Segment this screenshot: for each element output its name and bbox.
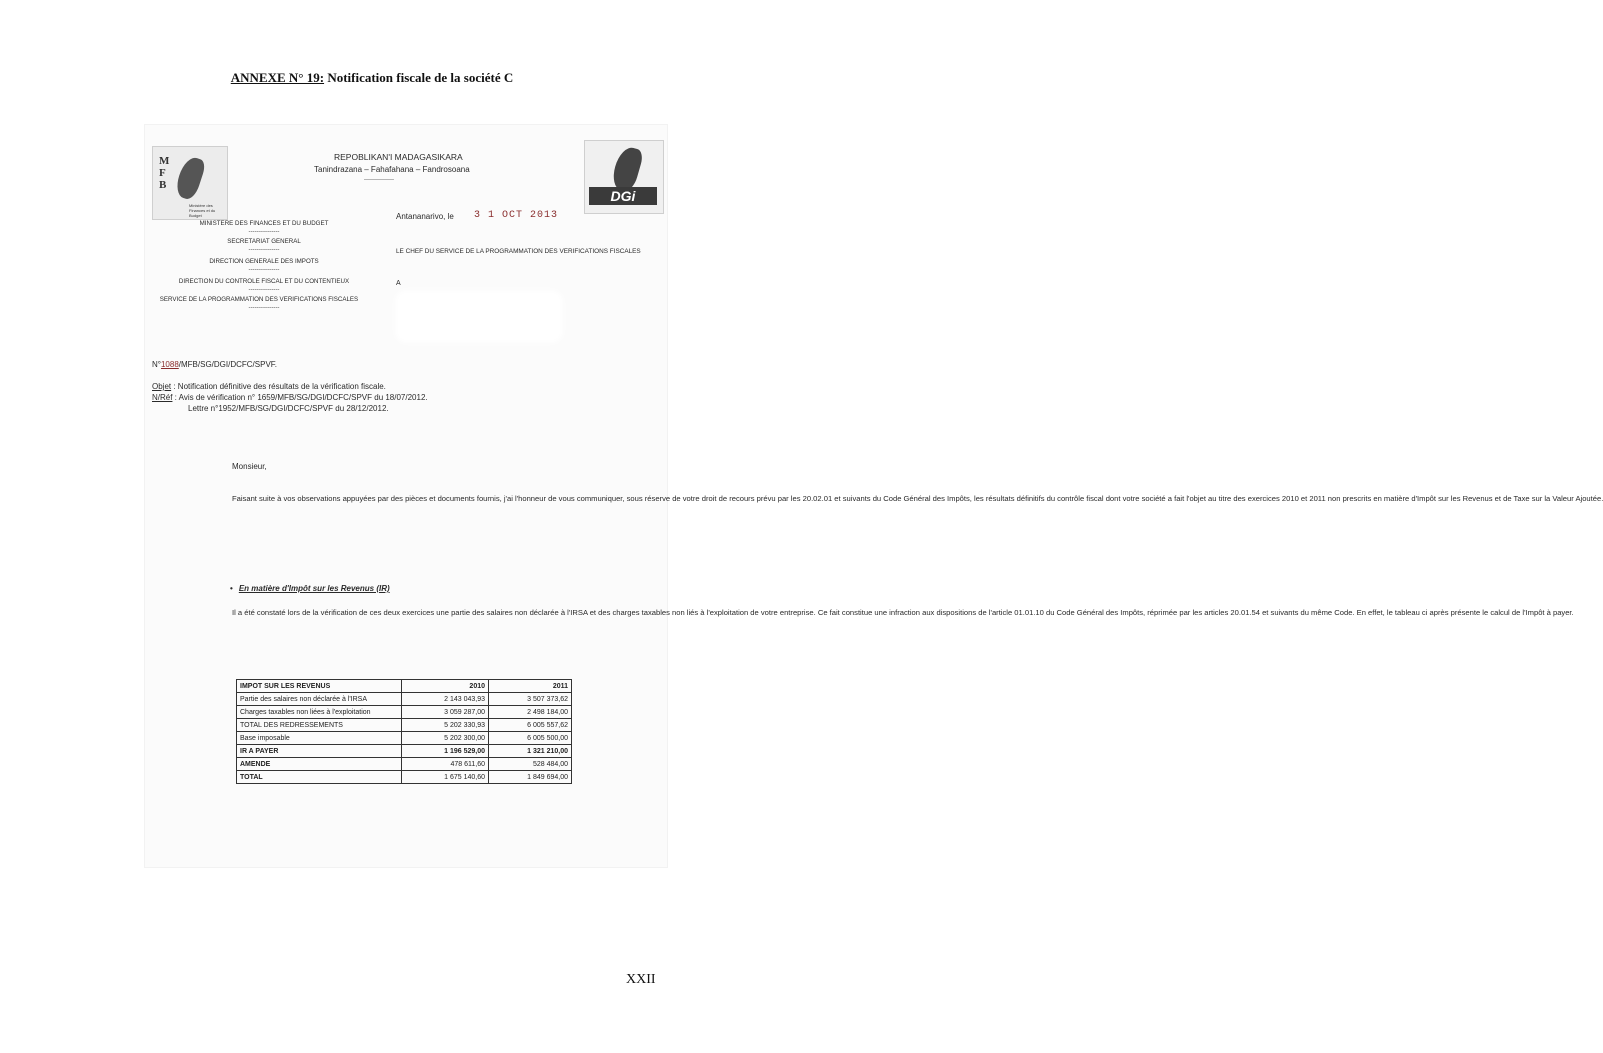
reference-number: N°1088/MFB/SG/DGI/DCFC/SPVF. — [152, 360, 278, 369]
divider: --------------- — [248, 304, 280, 311]
page-number: XXII — [626, 972, 656, 987]
table-cell: TOTAL DES REDRESSEMENTS — [237, 719, 402, 732]
table-cell: Charges taxables non liées à l'exploitation — [237, 706, 402, 719]
table-cell: 1 849 694,00 — [489, 771, 572, 784]
section-heading-ir: • En matière d'Impôt sur les Revenus (IR) — [230, 584, 390, 593]
mfb-logo-letters: M F B — [159, 155, 170, 191]
sender-direction-controle: DIRECTION DU CONTROLE FISCAL ET DU CONTENTIEUX — [178, 278, 350, 285]
recipient-prefix: A — [396, 280, 401, 287]
table-row — [237, 771, 572, 784]
table-row — [237, 706, 572, 719]
sender-service: SERVICE DE LA PROGRAMMATION DES VERIFICATIONS FISCALES — [159, 296, 359, 303]
paragraph-intro: Faisant suite à vos observations appuyées par des pièces et documents fournis, j'ai l'honneur de vous communiquer, sous réserve de votre droit de recours prévu par les 20.02.01 et suivants du Code Général des Impôts, les résultats définitifs du contrôle fiscal dont votre société a fait l'objet au titre des exercices 2010 et 2011 non prescrits en matière d'Impôt sur les Revenus et de Taxe sur la Valeur Ajoutée. — [232, 494, 1603, 503]
ir-table — [236, 679, 572, 784]
republic-motto: Tanindrazana – Fahafahana – Fandrosoana — [314, 165, 470, 174]
republic-title: REPOBLIKAN'I MADAGASIKARA — [334, 152, 463, 162]
sender-ministry: MINISTERE DES FINANCES ET DU BUDGET — [199, 220, 329, 227]
table-cell: 2 498 184,00 — [489, 706, 572, 719]
recipient-chef: LE CHEF DU SERVICE DE LA PROGRAMMATION DES VERIFICATIONS FISCALES — [396, 248, 641, 255]
objet-line: Objet : Notification définitive des résultats de la vérification fiscale. — [152, 382, 386, 391]
table-cell: Partie des salaires non déclarée à l'IRSA — [237, 693, 402, 706]
annex-label: ANNEXE N° 19: — [230, 70, 325, 85]
mfb-logo — [152, 146, 228, 220]
table-header-cell: 2010 — [402, 680, 489, 693]
table-row — [237, 719, 572, 732]
table-cell: IR A PAYER — [237, 745, 402, 758]
table-cell: 1 675 140,60 — [402, 771, 489, 784]
divider: --------------- — [248, 246, 280, 253]
table-row — [237, 693, 572, 706]
divider: --------------- — [248, 266, 280, 273]
scanned-letter — [144, 124, 1603, 868]
redacted-recipient — [399, 294, 559, 339]
madagascar-map-icon — [173, 155, 207, 202]
table-cell: 6 005 500,00 — [489, 732, 572, 745]
dgi-logo — [584, 140, 664, 214]
table-cell: 6 005 557,62 — [489, 719, 572, 732]
lettre-line: Lettre n°1952/MFB/SG/DGI/DCFC/SPVF du 28/12/2012. — [188, 404, 389, 413]
salutation: Monsieur, — [232, 462, 267, 471]
table-cell: 1 321 210,00 — [489, 745, 572, 758]
paragraph-ir: Il a été constaté lors de la vérification de ces deux exercices une partie des salaires non déclarée à l'IRSA et des charges taxables non liés à l'exploitation de votre entreprise. Ce fait constitue une infraction aux dispositions de l'article 01.01.10 du Code Général des Impôts, réprimée par les articles 20.01.54 et suivants du même Code. En effet, le tableau ci après présente le calcul de l'Impôt à payer. — [232, 608, 1574, 617]
place-label: Antananarivo, le — [396, 212, 454, 221]
table-cell: 5 202 300,00 — [402, 732, 489, 745]
table-header-row — [237, 680, 572, 693]
date-stamp: 3 1 OCT 2013 — [474, 210, 559, 221]
table-header-cell: IMPOT SUR LES REVENUS — [237, 680, 402, 693]
sender-direction-generale: DIRECTION GENERALE DES IMPOTS — [209, 258, 319, 265]
table-row — [237, 745, 572, 758]
table-cell: 478 611,60 — [402, 758, 489, 771]
table-header-cell: 2011 — [489, 680, 572, 693]
dgi-logo-text: DGi — [589, 187, 657, 205]
annex-title-text: Notification fiscale de la société C — [324, 70, 514, 85]
sender-secretariat: SECRETARIAT GENERAL — [227, 238, 301, 245]
divider: --------------- — [364, 177, 394, 183]
table-cell: 2 143 043,93 — [402, 693, 489, 706]
table-cell: AMENDE — [237, 758, 402, 771]
table-cell: TOTAL — [237, 771, 402, 784]
table-cell: 1 196 529,00 — [402, 745, 489, 758]
table-cell: 528 484,00 — [489, 758, 572, 771]
table-cell: Base imposable — [237, 732, 402, 745]
table-row — [237, 732, 572, 745]
divider: --------------- — [248, 286, 280, 293]
ref-number-handwritten: 1088 — [160, 360, 179, 369]
table-cell: 5 202 330,93 — [402, 719, 489, 732]
divider: --------------- — [248, 228, 280, 235]
table-cell: 3 059 287,00 — [402, 706, 489, 719]
table-row — [237, 758, 572, 771]
mfb-logo-caption: Ministère des Finances et du Budget — [189, 203, 216, 218]
annex-title — [0, 70, 744, 86]
nref-line: N/Réf : Avis de vérification n° 1659/MFB/SG/DGI/DCFC/SPVF du 18/07/2012. — [152, 393, 428, 402]
table-cell: 3 507 373,62 — [489, 693, 572, 706]
